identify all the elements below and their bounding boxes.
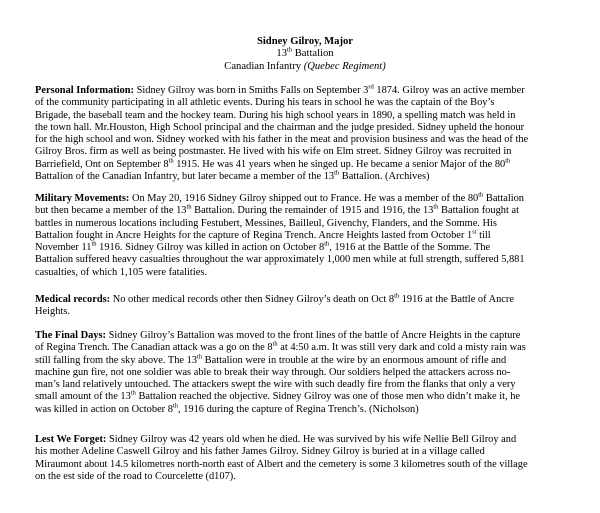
- paragraph-line: Medical records: No other medical records other then Sidney Gilroy’s death on Oct 8th 1916 at the Battle of Ancre: [35, 292, 514, 305]
- paragraph-line: Personal Information: Sidney Gilroy was born in Smiths Falls on September 3rd 1874. Gilroy was an active member: [35, 83, 525, 96]
- section-military-movements: [35, 193, 575, 279]
- ordinal-suffix: th: [197, 353, 203, 361]
- paragraph-line: Lest We Forget: Sidney Gilroy was 42 years old when he died. He was survived by his wife Nellie Bell Gilroy and: [35, 434, 517, 445]
- section-label: The Final Days:: [35, 330, 107, 341]
- paragraph-line: November 11th 1916. Sidney Gilroy was killed in action on October 8th, 1916 at the Battle of the Somme. The: [35, 240, 491, 253]
- ordinal-suffix: th: [394, 292, 400, 300]
- ordinal-suffix: th: [334, 169, 340, 177]
- ordinal-suffix: th: [130, 389, 136, 397]
- section-medical-records: [35, 294, 575, 319]
- battalion-number: 13: [276, 48, 288, 60]
- section-label: Lest We Forget:: [35, 434, 107, 445]
- unit-name: Canadian Infantry: [224, 60, 304, 72]
- paragraph-line: of Regina Trench. The Canadian attack was a go on the 8th at 4:50 a.m. It was still very dark and cold a misty rain was: [35, 340, 526, 354]
- ordinal-suffix: rd: [368, 83, 374, 91]
- paragraph-line: Brigade, the baseball team and the hockey team. During his high school years in 1890, a spelling match was held in: [35, 109, 516, 121]
- ordinal-suffix: th: [168, 157, 174, 165]
- battalion-word: Battalion: [292, 48, 334, 60]
- paragraph-line: still falling from the sky above. The 13th Battalion were in trouble at the wire by an enormous amount of rifle and: [35, 353, 507, 366]
- section-lest-we-forget: [35, 434, 575, 483]
- ordinal-suffix: th: [172, 402, 178, 410]
- paragraph-line: machine gun fire, not one soldier was able to break their way through. Our soldiers helped the attackers across no-: [35, 366, 511, 378]
- paragraph-line: his mother Adeline Caswell Gilroy and his father James Gilroy. Sidney Gilroy is buried at in a village called: [35, 446, 485, 458]
- document-header: [35, 36, 575, 73]
- paragraph-line: casualties, of which 1,105 were fatalities.: [35, 266, 207, 278]
- paragraph-line: Battalion fought in Ancre Heights for the capture of Regina Trench. Ancre Heights lasted from October 1st till: [35, 228, 491, 241]
- paragraph-line: man’s land relatively untouched. The attackers swept the wire with such deadly fire from the flanks that only a very: [35, 379, 516, 390]
- paragraph-line: The Final Days: Sidney Gilroy’s Battalion was moved to the front lines of the battle of Ancre Heights in the capture: [35, 330, 521, 341]
- battalion-line: [35, 48, 575, 60]
- paragraph-line: Battalion of the Canadian Infantry, but later became a member of the 13th Battalion. (Archives): [35, 169, 430, 182]
- paragraph-line: the town hall. Mr.Houston, High School principal and the chairman and the judge presided. Sidney upheld the honour: [35, 121, 525, 133]
- section-final-days: [35, 330, 575, 416]
- section-label: Personal Information:: [35, 85, 134, 96]
- paragraph-line: Military Movements: On May 20, 1916 Sidney Gilroy shipped out to France. He was a member of the 80th Battalion: [35, 191, 525, 204]
- ordinal-suffix: th: [324, 240, 330, 248]
- ordinal-suffix: th: [478, 191, 484, 199]
- ordinal-suffix: th: [505, 157, 511, 165]
- section-personal-information: [35, 85, 575, 183]
- paragraph-line: for the high school and won. Sidney worked with his father in the meat and provision business and was the head of the: [35, 134, 529, 145]
- paragraph-line: Miraumont about 14.5 kilometres north-north east of Albert and the cemetery is some 3 kilometres south of the village: [35, 458, 528, 470]
- paragraph-line: battles in numerous locations including Festubert, Messines, Bailleul, Givenchy, Flanders, and the Somme. His: [35, 217, 497, 229]
- regiment-name: (Quebec Regiment): [303, 60, 386, 72]
- paragraph-line: small amount of the 13th Battalion reached the objective. Sidney Gilroy was one of those men who didn’t make it, he: [35, 389, 521, 403]
- paragraph-line: was killed in action on October 8th, 1916 during the capture of Regina Trench’s. (Nicholson): [35, 402, 419, 415]
- section-label: Medical records:: [35, 294, 111, 305]
- ordinal-suffix: st: [472, 228, 477, 236]
- soldier-name-title: Sidney Gilroy, Major: [256, 36, 354, 47]
- battalion-suffix: th: [287, 46, 293, 54]
- paragraph-line: on the est side of the road to Courcelette (d107).: [35, 470, 236, 482]
- unit-line: [35, 61, 575, 73]
- ordinal-suffix: th: [433, 203, 439, 211]
- ordinal-suffix: th: [186, 203, 192, 211]
- ordinal-suffix: th: [272, 340, 278, 348]
- ordinal-suffix: th: [91, 240, 97, 248]
- paragraph-line: Heights.: [35, 306, 70, 318]
- paragraph-line: of the community participating in all athletic events. During his tears in school he was the captain of the Boy’s: [35, 97, 495, 109]
- paragraph-line: Battalion suffered heavy casualties throughout the war approximately 1,000 men while at full strength, suffered 5,881: [35, 254, 525, 266]
- paragraph-line: Gilroy Bros. firm as well as being postmaster. He lived with his wife on Elm street. Sidney Gilroy was recruited in: [35, 146, 512, 158]
- paragraph-line: but then became a member of the 13th Battalion. During the remainder of 1915 and 1916, the 13th Battalion fought at: [35, 203, 519, 217]
- section-label: Military Movements:: [35, 193, 130, 204]
- paragraph-line: Barriefield, Ont on September 8th 1915. He was 41 years when he singed up. He became a senior Major of the 80th: [35, 157, 511, 170]
